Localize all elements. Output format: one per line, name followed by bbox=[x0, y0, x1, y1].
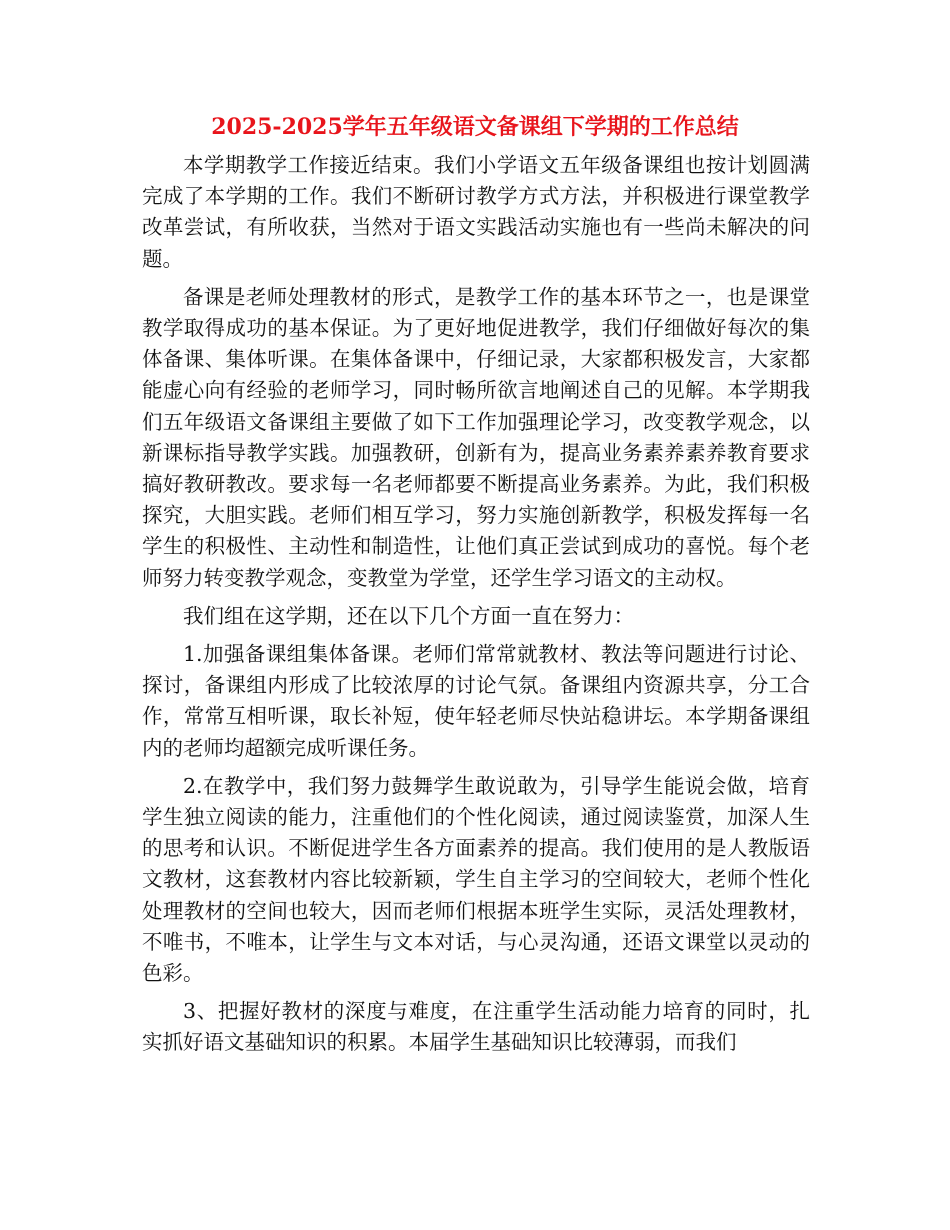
document-title: 2025-2025学年五年级语文备课组下学期的工作总结 bbox=[211, 114, 739, 140]
paragraph-efforts-intro: 我们组在这学期，还在以下几个方面一直在努力： bbox=[183, 603, 634, 628]
paragraph-item-1: 1.加强备课组集体备课。老师们常常就教材、教法等问题进行讨论、探讨，备课组内形成了比较浓厚的讨论气氛。备课组内资源共享，分工合作，常常互相听课，取长补短，使年轻老师尽快站稳讲坛。本学期备课组内的老师均超额完成听课任务。 bbox=[142, 642, 810, 760]
paragraph-item-3: 3、把握好教材的深度与难度，在注重学生活动能力培育的同时，扎实抓好语文基础知识的积累。本届学生基础知识比较薄弱，而我们 bbox=[142, 999, 810, 1055]
paragraph-intro: 本学期教学工作接近结束。我们小学语文五年级备课组也按计划圆满完成了本学期的工作。我们不断研讨教学方式方法，并积极进行课堂教学改革尝试，有所收获，当然对于语文实践活动实施也有一些尚未解决的问题。 bbox=[142, 153, 810, 271]
document-body bbox=[142, 150, 810, 1066]
paragraph-item-2: 2.在教学中，我们努力鼓舞学生敢说敢为，引导学生能说会做，培育学生独立阅读的能力，注重他们的个性化阅读，通过阅读鉴赏，加深人生的思考和认识。不断促进学生各方面素养的提高。我们使用的是人教版语文教材，这套教材内容比较新颖，学生自主学习的空间较大，老师个性化处理教材的空间也较大，因而老师们根据本班学生实际，灵活处理教材，不唯书，不唯本，让学生与文本对话，与心灵沟通，还语文课堂以灵动的色彩。 bbox=[142, 773, 810, 986]
paragraph-lesson-prep: 备课是老师处理教材的形式，是教学工作的基本环节之一，也是课堂教学取得成功的基本保证。为了更好地促进教学，我们仔细做好每次的集体备课、集体听课。在集体备课中，仔细记录，大家都积极发言，大家都能虚心向有经验的老师学习，同时畅所欲言地阐述自己的见解。本学期我们五年级语文备课组主要做了如下工作加强理论学习，改变教学观念，以新课标指导教学实践。加强教研，创新有为，提高业务素养素养教育要求搞好教研教改。要求每一名老师都要不断提高业务素养。为此，我们积极探究，大胆实践。老师们相互学习，努力实施创新教学，积极发挥每一名学生的积极性、主动性和制造性，让他们真正尝试到成功的喜悦。每个老师努力转变教学观念，变教堂为学堂，还学生学习语文的主动权。 bbox=[142, 284, 810, 590]
